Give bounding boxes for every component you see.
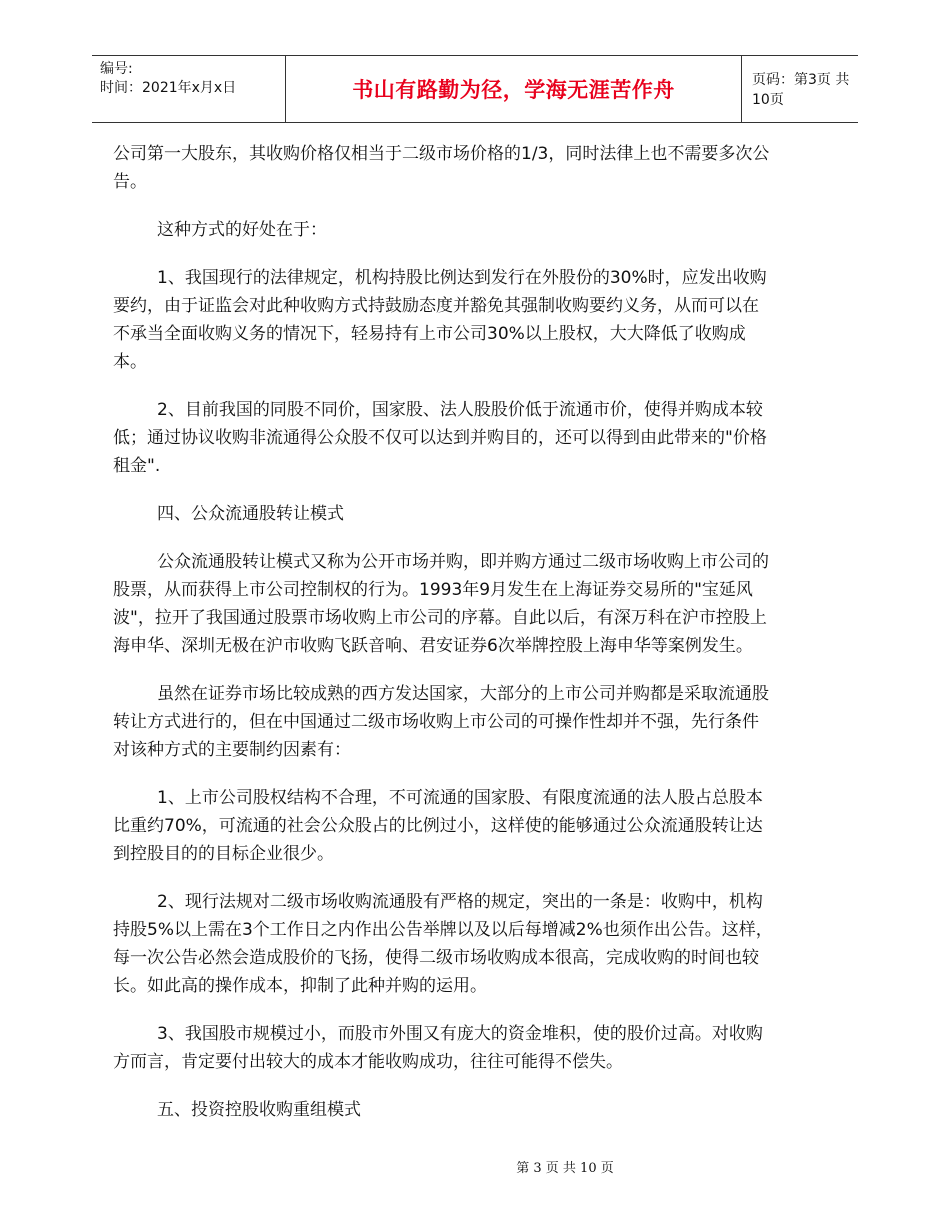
header-page-info: 页码：第3页 共10页 bbox=[752, 72, 850, 108]
paragraph: 2、现行法规对二级市场收购流通股有严格的规定，突出的一条是：收购中，机构持股5%以上需在3个工作日之内作出公告举牌以及以后每增减2%也须作出公告。这样，每一次公告必然会造成股价的飞扬，使得二级市场收购成本很高，完成收购的时间也较长。如此高的操作成本，抑制了此种并购的运用。 bbox=[113, 892, 773, 996]
paragraph: 公众流通股转让模式又称为公开市场并购，即并购方通过二级市场收购上市公司的股票，从而获得上市公司控制权的行为。1993年9月发生在上海证券交易所的"宝延风波"，拉开了我国通过股票市场收购上市公司的序幕。自此以后，有深万科在沪市控股上海申华、深圳无极在沪市收购飞跃音响、君安证券6次举牌控股上海申华等案例发生。 bbox=[113, 552, 769, 656]
page-footer: 第 3 页 共 10 页 bbox=[516, 1161, 614, 1176]
time-label: 时间：2021年x月x日 bbox=[100, 80, 237, 96]
paragraph: 1、我国现行的法律规定，机构持股比例达到发行在外股份的30%时，应发出收购要约，由于证监会对此种收购方式持鼓励态度并豁免其强制收购要约义务，从而可以在不承当全面收购义务的情况下，轻易持有上市公司30%以上股权，大大降低了收购成本。 bbox=[113, 268, 767, 372]
number-label: 编号: bbox=[100, 61, 133, 77]
paragraph: 3、我国股市规模过小，而股市外围又有庞大的资金堆积，使的股价过高。对收购方而言，肯定要付出较大的成本才能收购成功，往往可能得不偿失。 bbox=[113, 1024, 763, 1072]
paragraph: 2、目前我国的同股不同价，国家股、法人股股价低于流通市价，使得并购成本较低；通过协议收购非流通得公众股不仅可以达到并购目的，还可以得到由此带来的"价格租金". bbox=[113, 400, 767, 476]
header-meta bbox=[92, 56, 285, 122]
paragraph: 1、上市公司股权结构不合理，不可流通的国家股、有限度流通的法人股占总股本比重约70%，可流通的社会公众股占的比例过小，这样使的能够通过公众流通股转让达到控股目的的目标企业很少。 bbox=[113, 788, 763, 864]
paragraph: 公司第一大股东，其收购价格仅相当于二级市场价格的1/3，同时法律上也不需要多次公告。 bbox=[113, 144, 770, 192]
header-motto: 书山有路勤为径，学海无涯苦作舟 bbox=[285, 56, 742, 122]
document-body bbox=[113, 140, 773, 1144]
paragraph: 这种方式的好处在于： bbox=[157, 220, 327, 240]
section-heading: 四、公众流通股转让模式 bbox=[157, 504, 344, 524]
section-heading: 五、投资控股收购重组模式 bbox=[157, 1100, 361, 1120]
page-header bbox=[92, 55, 858, 123]
paragraph: 虽然在证券市场比较成熟的西方发达国家，大部分的上市公司并购都是采取流通股转让方式进行的，但在中国通过二级市场收购上市公司的可操作性却并不强，先行条件对该种方式的主要制约因素有： bbox=[113, 684, 769, 760]
